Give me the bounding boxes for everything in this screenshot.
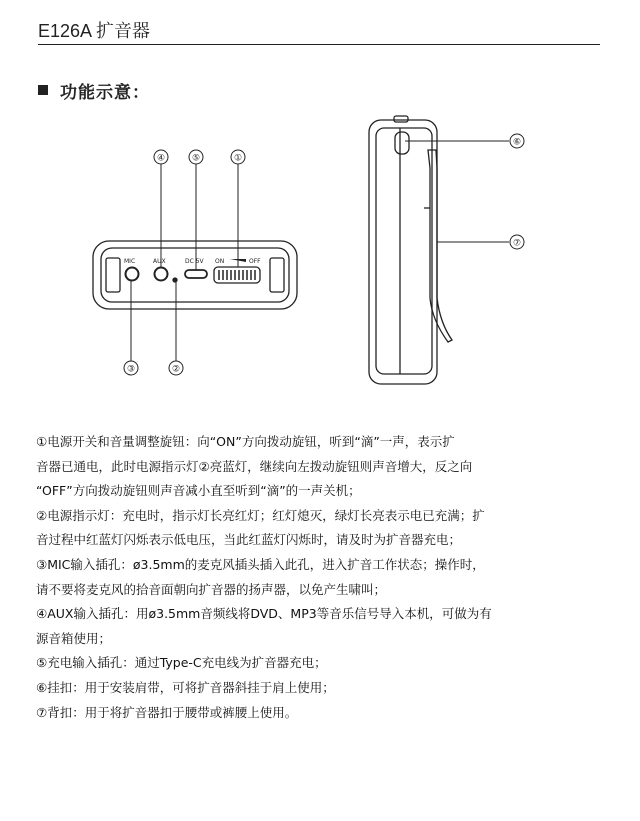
- mic-jack: [126, 268, 139, 281]
- side-view: [369, 116, 524, 384]
- top-hook-base: [394, 116, 408, 122]
- callout-4: ④: [156, 153, 166, 164]
- panel-left-end: [106, 258, 120, 292]
- desc-line: ①电源开关和音量调整旋钮：向“ON”方向拨动旋钮，听到“滴”一声，表示扩: [36, 434, 455, 449]
- callout-5: ⑤: [191, 153, 201, 164]
- section-title: 功能示意：: [60, 82, 150, 103]
- product-title: E126A 扩音器: [38, 21, 151, 41]
- body-side-inner: [376, 128, 432, 374]
- body-side-outer: [369, 120, 437, 384]
- panel-outer-body: [93, 241, 297, 309]
- dc-label: DC 5V: [185, 258, 204, 265]
- panel-inner-frame: [101, 248, 289, 302]
- function-description: [36, 430, 606, 725]
- page-header: [38, 20, 600, 45]
- desc-line: ⑦背扣：用于将扩音器扣于腰带或裤腰上使用。: [36, 704, 298, 720]
- knob-ridges: [219, 270, 255, 280]
- power-volume-knob: [214, 267, 260, 283]
- power-indicator-light: [173, 278, 177, 282]
- callout-6: ⑥: [512, 137, 522, 148]
- desc-line: ④AUX输入插孔：用ø3.5mm音频线将DVD、MP3等音乐信号导入本机，可做为有: [36, 606, 492, 622]
- desc-line: ③MIC输入插孔：ø3.5mm的麦克风插头插入此孔，进入扩音工作状态；操作时，: [36, 556, 485, 572]
- desc-line: ⑥挂扣：用于安装肩带，可将扩音器斜挂于肩上使用；: [36, 679, 335, 695]
- bullet-square-icon: [38, 85, 48, 95]
- desc-line: ②电源指示灯：充电时，指示灯长亮红灯；红灯熄灭，绿灯长亮表示电已充满；扩: [36, 507, 485, 523]
- strap-hook: [395, 132, 409, 154]
- aux-label: AUX: [153, 258, 166, 265]
- callout-1: ①: [233, 153, 243, 164]
- on-label: ON: [215, 258, 225, 265]
- callout-2: ②: [171, 364, 181, 375]
- desc-line: “OFF”方向拨动旋钮则声音减小直至听到“滴”的一声关机；: [36, 483, 361, 499]
- mic-label: MIC: [124, 258, 136, 265]
- panel-right-end: [270, 258, 284, 292]
- aux-jack: [155, 268, 168, 281]
- desc-line: 请不要将麦克风的拾音面朝向扩音器的扬声器，以免产生啸叫；: [36, 581, 387, 597]
- callout-7: ⑦: [512, 238, 522, 249]
- front-panel-view: [93, 241, 297, 309]
- desc-line: 音过程中红蓝灯闪烁表示低电压，当此红蓝灯闪烁时，请及时为扩音器充电；: [36, 532, 462, 548]
- section-heading: [38, 78, 150, 102]
- function-diagram: [0, 108, 640, 408]
- desc-line: 源音箱使用；: [36, 630, 112, 646]
- desc-line: ⑤充电输入插孔：通过Type-C充电线为扩音器充电；: [36, 655, 327, 671]
- desc-line: 音器已通电，此时电源指示灯②亮蓝灯，继续向左拨动旋钮则声音增大，反之向: [36, 458, 473, 474]
- type-c-port: [185, 270, 207, 278]
- callout-3: ③: [126, 364, 136, 375]
- off-label: OFF: [249, 258, 261, 265]
